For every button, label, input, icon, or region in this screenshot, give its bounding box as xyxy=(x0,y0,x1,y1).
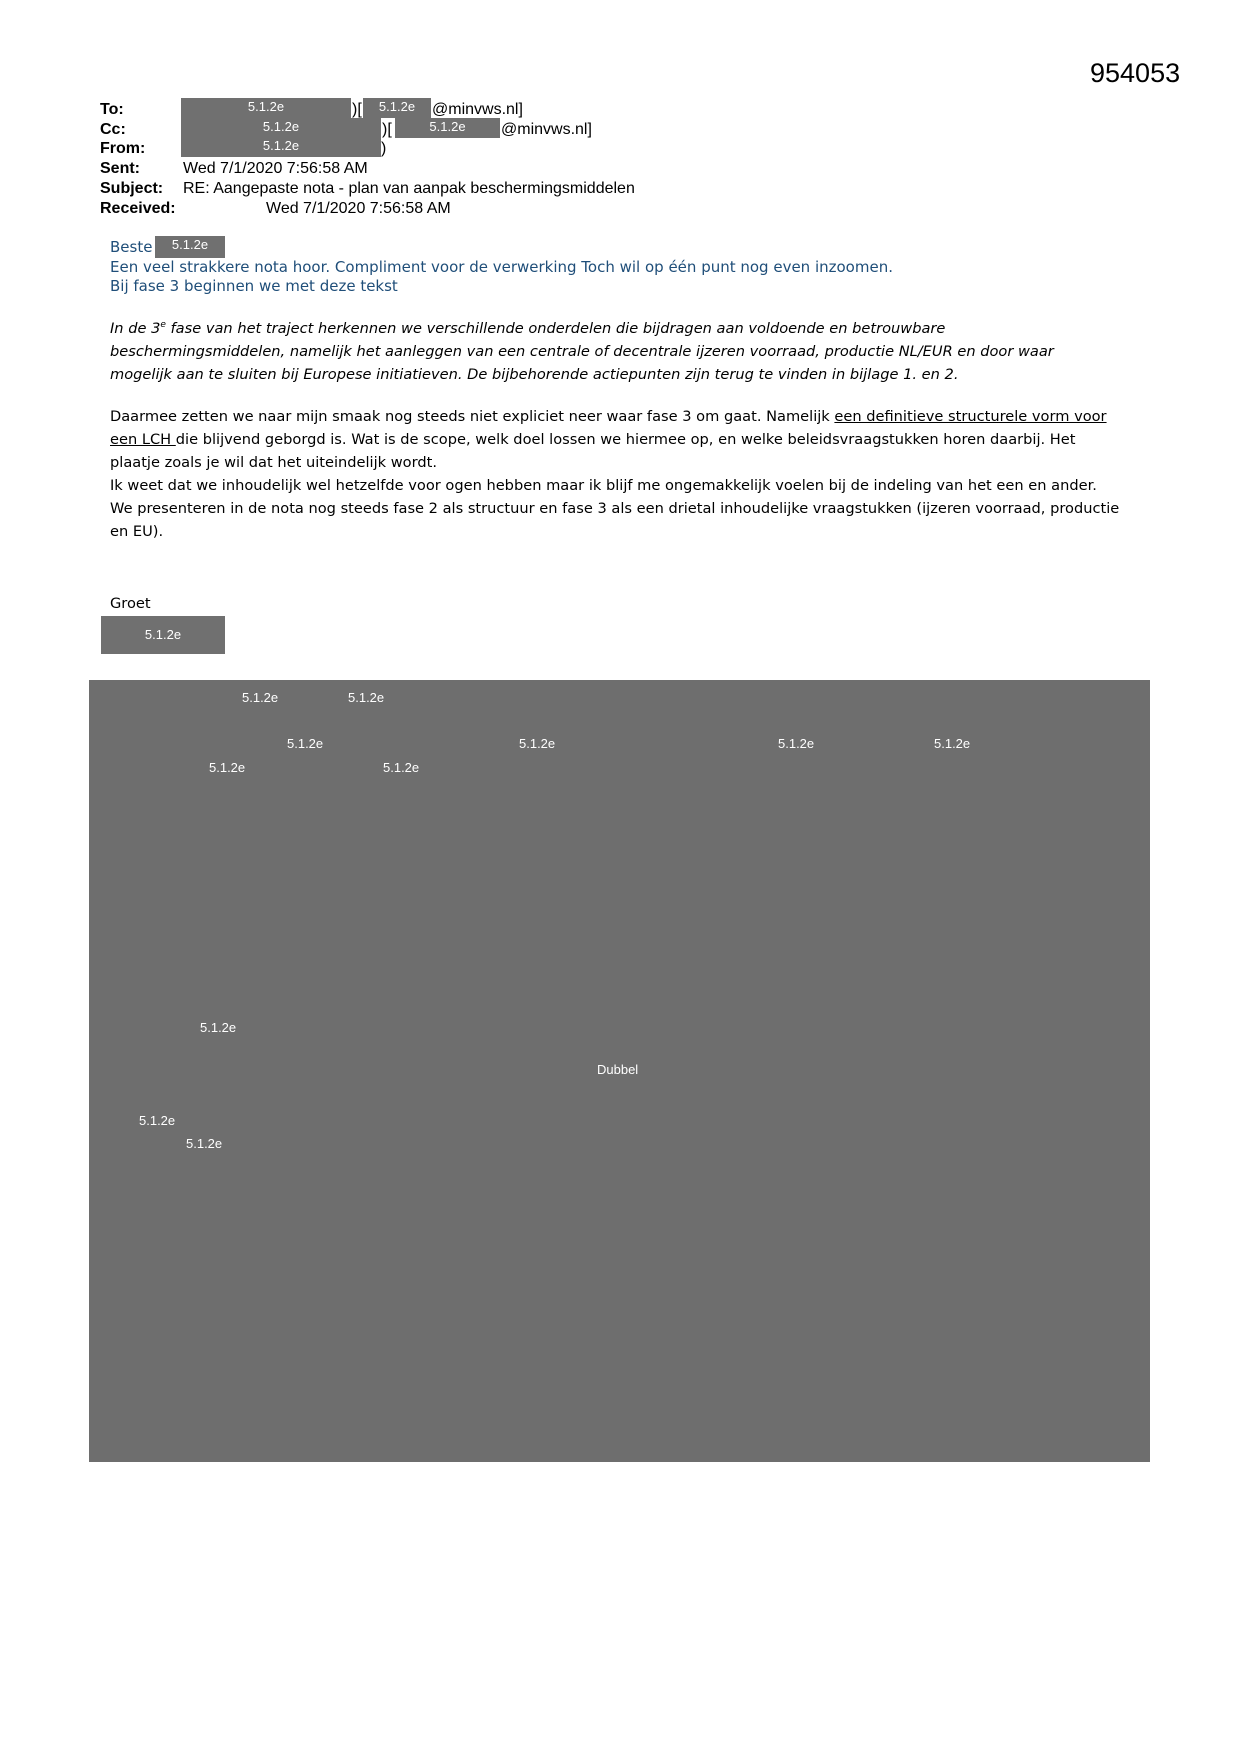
from-suffix: ) xyxy=(381,140,387,157)
from-label: From: xyxy=(100,140,146,157)
p2-underline: een definitieve structurele vorm voor een LCH xyxy=(110,408,1107,448)
redaction-label: 5.1.2e xyxy=(186,1136,223,1151)
redaction-label: 5.1.2e xyxy=(242,690,279,705)
dubbel-label: Dubbel xyxy=(597,1062,639,1077)
signature-redaction: 5.1.2e xyxy=(101,616,225,654)
redaction-label: 5.1.2e xyxy=(200,1020,237,1035)
p2-pre: Daarmee zetten we naar mijn smaak nog steeds niet expliciet neer waar fase 3 om gaat. Namelijk xyxy=(110,408,835,425)
quote-post: fase van het traject herkennen we verschillende onderdelen die bijdragen aan voldoende en betrouwbare beschermingsmiddelen, namelijk het aanleggen van een centrale of decentrale ijzeren voorraad, productie NL/EUR en door waar mogelijk aan te sluiten bij Europese initiatieven. De bijbehorende actiepunten zijn terug te vinden in bijlage 1. en 2. xyxy=(110,319,1054,383)
redaction-label: 5.1.2e xyxy=(519,736,556,751)
to-domain: @minvws.nl] xyxy=(432,101,523,118)
to-label: To: xyxy=(100,101,124,118)
body-line-2: Bij fase 3 beginnen we met deze tekst xyxy=(110,277,398,295)
cc-email-redaction: 5.1.2e xyxy=(395,118,500,138)
to-email-redaction: 5.1.2e xyxy=(363,98,431,118)
redaction-label: 5.1.2e xyxy=(934,736,971,751)
document-number: 954053 xyxy=(1090,58,1181,88)
body-paragraphs xyxy=(110,405,1120,543)
subject-label: Subject: xyxy=(100,180,164,197)
closing: Groet xyxy=(110,595,151,612)
paragraph-2 xyxy=(110,405,1120,474)
sent-label: Sent: xyxy=(100,160,140,177)
body-line-1: Een veel strakkere nota hoor. Compliment voor de verwerking Toch wil op één punt nog even inzoomen. xyxy=(110,258,893,276)
redaction-label: 5.1.2e xyxy=(209,760,246,775)
redaction-label: 5.1.2e xyxy=(778,736,815,751)
quote-sup: e xyxy=(160,320,166,330)
redaction-label: 5.1.2e xyxy=(287,736,324,751)
sent-value: Wed 7/1/2020 7:56:58 AM xyxy=(183,160,368,177)
paragraph-3: Ik weet dat we inhoudelijk wel hetzelfde voor ogen hebben maar ik blijf me ongemakkelijk voelen bij de indeling van het een en ander. xyxy=(110,477,1097,494)
from-name-redaction: 5.1.2e xyxy=(181,137,381,157)
cc-name-redaction: 5.1.2e xyxy=(181,118,381,138)
quoted-paragraph xyxy=(110,314,1120,386)
cc-bracket: )[ xyxy=(382,121,392,138)
received-value: Wed 7/1/2020 7:56:58 AM xyxy=(266,200,451,217)
cc-label: Cc: xyxy=(100,121,126,138)
redaction-label: 5.1.2e xyxy=(383,760,420,775)
p2-post: die blijvend geborgd is. Wat is de scope, welk doel lossen we hiermee op, en welke beleidsvraagstukken horen daarbij. Het plaatje zoals je wil dat het uiteindelijk wordt. xyxy=(110,431,1076,471)
paragraph-4: We presenteren in de nota nog steeds fase 2 als structuur en fase 3 als een drietal inhoudelijke vraagstukken (ijzeren voorraad, productie en EU). xyxy=(110,500,1120,540)
quote-pre: In de 3 xyxy=(110,319,161,337)
redacted-block xyxy=(89,680,1150,1462)
redaction-label: 5.1.2e xyxy=(348,690,385,705)
cc-domain: @minvws.nl] xyxy=(501,121,592,138)
redaction-label: 5.1.2e xyxy=(139,1113,176,1128)
greeting-name-redaction: 5.1.2e xyxy=(155,236,225,258)
subject-value: RE: Aangepaste nota - plan van aanpak beschermingsmiddelen xyxy=(183,180,635,197)
greeting: Beste xyxy=(110,238,153,256)
to-name-redaction: 5.1.2e xyxy=(181,98,351,118)
received-label: Received: xyxy=(100,200,176,217)
to-bracket: )[ xyxy=(352,101,362,118)
